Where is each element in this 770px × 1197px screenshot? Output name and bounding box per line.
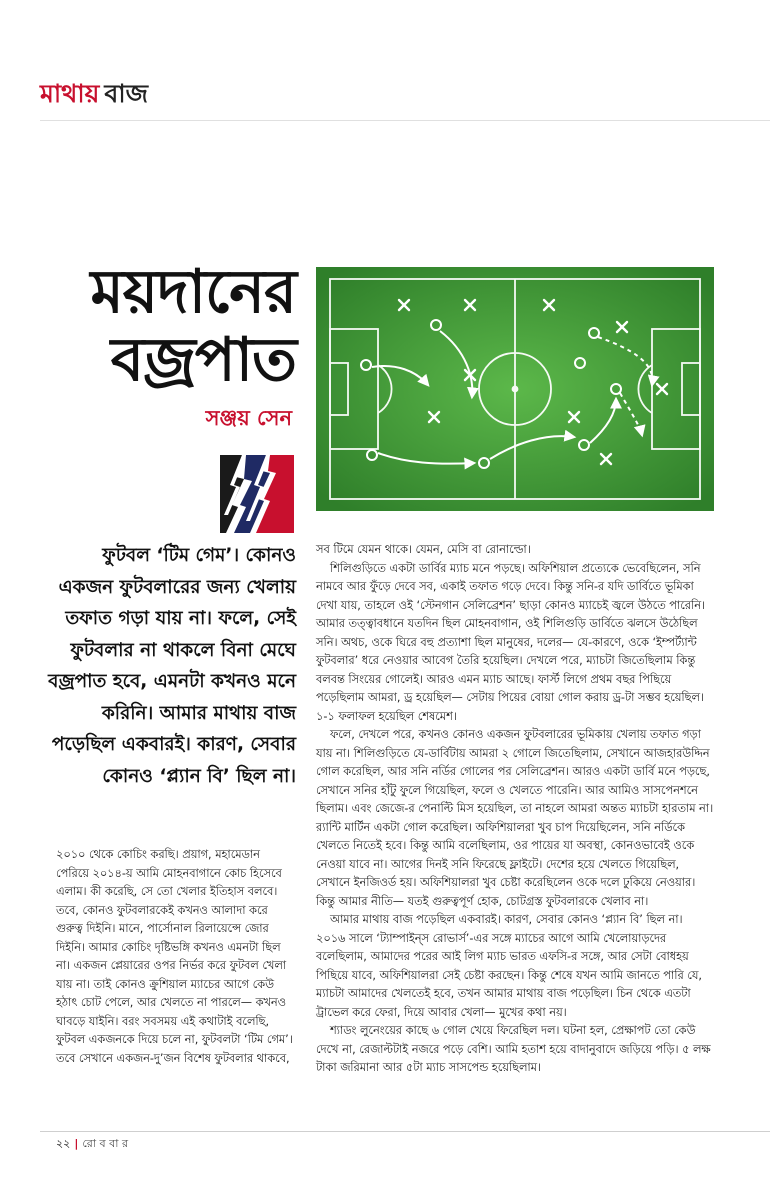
pull-quote-text: ফুটবল ‘টিম গেম’। কোনও একজন ফুটবলারের জন্য খেলায় তফাত গড়া যায় না। ফলে, সেই ফুটবলার না থাকলে বিনা মেঘে বজ্রপাত হবে, এমনটা কখনও মনে করিনি। আমার মাথায় বাজ পড়েছিল একবারই। কারণ, সেবার কোনও ‘প্ল্যান বি’ ছিল না।: [48, 545, 296, 787]
article-title-line-1: ময়দানের: [90, 257, 296, 327]
article-title-line-2: বজ্রপাত: [110, 325, 296, 395]
footer-separator: |: [74, 1137, 79, 1150]
page-number: ২২: [56, 1137, 71, 1150]
section-header: [40, 74, 740, 114]
team-logo-icon: [220, 455, 294, 533]
tactics-pitch-illustration: [316, 267, 714, 511]
pull-quote: [44, 540, 296, 792]
article-body-right-column: [316, 541, 714, 1078]
section-header-text: বাজ: [104, 79, 148, 108]
article-title: [56, 258, 296, 394]
body-paragraph: ফলে, দেখলে পরে, কখনও কোনও একজন ফুটবলারের ভূমিকায় খেলায় তফাত গড়া যায় না। শিলিগুড়িতে যে-ডার্বিটায় আমরা ২ গোলে জিতেছিলাম, সেখানে আজহারউদ্দিন গোল করেছিল, আর সনি নর্ডির গোলের পর সেলিব্রেশন। আরও একটা ডার্বি মনে পড়ছে, সেখানে সনির হাঁটু ফুলে গিয়েছিল, ফলে ও খেলতে পারেনি। আর আমিও সাসপেনশনে ছিলাম। এবং জেজে-র পেনাল্টি মিস হয়েছিল, তা নাহলে আমরা অন্তত ম্যাচটা হারতাম না। র‍্যান্টি মার্টিন একটা গোল করেছিল। অফিশিয়ালরা খুব চাপ দিয়েছিলেন, সনি নর্ডিকে খেলতে নিতেই হবে। কিন্তু আমি বলেছিলাম, ওর পায়ের যা অবস্থা, কোনওভাবেই ওকে নেওয়া যাবে না। আগের দিনই সনি ফিরেছে ফ্লাইটে। দেশের হয়ে খেলতে গিয়েছিল, সেখানে ইনজিওর্ড হয়। অফিশিয়ালরা খুব চেষ্টা করেছিলেন ওকে দলে ঢুকিয়ে নেওয়ার। কিন্তু আমার নীতি— যতই গুরুত্বপূর্ণ হোক, চোটগ্রস্ত ফুটবলারকে খেলাব না।: [316, 728, 714, 908]
body-paragraph: আমার মাথায় বাজ পড়েছিল একবারই। কারণ, সেবার কোনও ‘প্ল্যান বি’ ছিল না। ২০১৬ সালে ‘ট্যাম্পাইন্‌স রোভার্স’-এর সঙ্গে ম্যাচের আগে আমি খেলোয়াড়দের বলেছিলাম, আমাদের পরের আই লিগ ম্যাচ ভারত এফসি-র সঙ্গে, আর সেটা বোধহয় পিছিয়ে যাবে, অফিশিয়ালরা সেই চেষ্টা করছেন। কিন্তু শেষে যখন আমি জানতে পারি যে, ম্যাচটা আমাদের খেলতেই হবে, তখন আমার মাথায় বাজ পড়েছিল। চিন থেকে এতটা ট্রাভেল করে ফেরা, দিয়ে আবার খেলা— মুখের কথা নয়।: [316, 913, 702, 1019]
section-header-accent: মাথায়: [40, 79, 100, 108]
body-paragraph: সব টিমে যেমন থাকে। যেমন, মেসি বা রোনাল্ডো।: [316, 543, 531, 556]
article-body-left-column: [56, 846, 296, 1068]
header-divider: [40, 120, 770, 121]
footer-divider: [40, 1131, 770, 1132]
body-paragraph: শ্যাডং লুনেংয়ের কাছে ৬ গোল খেয়ে ফিরেছিল দল। ঘটনা হল, প্রেক্ষাপট তো কেউ দেখে না, রেজাল্টটাই নজরে পড়ে বেশি। আমি হতাশ হয়ে বাদানুবাদে জড়িয়ে পড়ি। ৫ লক্ষ টাকা জরিমানা আর ৫টা ম্যাচ সাসপেন্ড হয়েছিলাম।: [316, 1024, 711, 1074]
body-paragraph: ২০১০ থেকে কোচিং করছি। প্রয়াগ, মহামেডান পেরিয়ে ২০১৪-য় আমি মোহনবাগানে কোচ হিসেবে এলাম। কী করেছি, সে তো খেলার ইতিহাস বলবে। তবে, কোনও ফুটবলারকেই কখনও আলাদা করে গুরুত্ব দিইনি। মানে, পার্সোনাল রিলায়েন্সে জোর দিইনি। আমার কোচিং দৃষ্টিভঙ্গি কখনও এমনটা ছিল না। একজন প্লেয়ারের ওপর নির্ভর করে ফুটবল খেলা যায় না। তাই কোনও ক্রুশিয়াল ম্যাচের আগে কেউ হঠাৎ চোট পেলে, আর খেলতে না পারলে— কখনও ঘাবড়ে যাইনি। বরং সবসময় এই কথাটাই বলেছি, ফুটবল একজনকে দিয়ে চলে না, ফুটবলটা ‘টিম গেম’। তবে সেখানে একজন-দু’জন বিশেষ ফুটবলার থাকবে,: [56, 848, 293, 1065]
article-author: সঞ্জয় সেন: [205, 406, 292, 430]
body-paragraph: শিলিগুড়িতে একটা ডার্বির ম্যাচ মনে পড়ছে। অফিশিয়াল প্রত্যেকে ভেবেছিলেন, সনি নামবে আর ফুঁড়ে দেবে সব, একাই তফাত গড়ে দেবে। কিন্তু সনি-র যদি ডার্বিতে ভূমিকা দেখা যায়, তাহলে ওই ‘স্টেনগান সেলিব্রেশন’ ছাড়া কোনও ম্যাচেই জ্বলে উঠতে পারেনি। আমার তত্ত্বাবধানে যতদিন ছিল মোহনবাগান, ওই শিলিগুড়ি ডার্বিতে ঝলসে উঠেছিল সনি। অথচ, ওকে ঘিরে বহু প্রত্যাশা ছিল মানুষের, দলের— যে-কারণে, ওকে ‘ইম্পর্ট্যান্ট ফুটবলার’ ধরে নেওয়ার আবেগ তৈরি হয়েছিল। দেখলে পরে, ম্যাচটা জিতেছিলাম কিন্তু বলবন্ত সিংয়ের গোলেই। আরও এমন ম্যাচ আছে। ফার্স্ট লিগে প্রথম বছর পিছিয়ে পড়েছিলাম আমরা, ড্র হয়েছিল— সেটায় পিয়ের বোয়া গোল করায় ড্র-টা সম্ভব হয়েছিল। ১-১ ফলাফল হয়েছিল শেষমেশ।: [316, 561, 705, 723]
page-footer: [56, 1135, 128, 1154]
publication-name: রো ব বা র: [82, 1137, 129, 1150]
